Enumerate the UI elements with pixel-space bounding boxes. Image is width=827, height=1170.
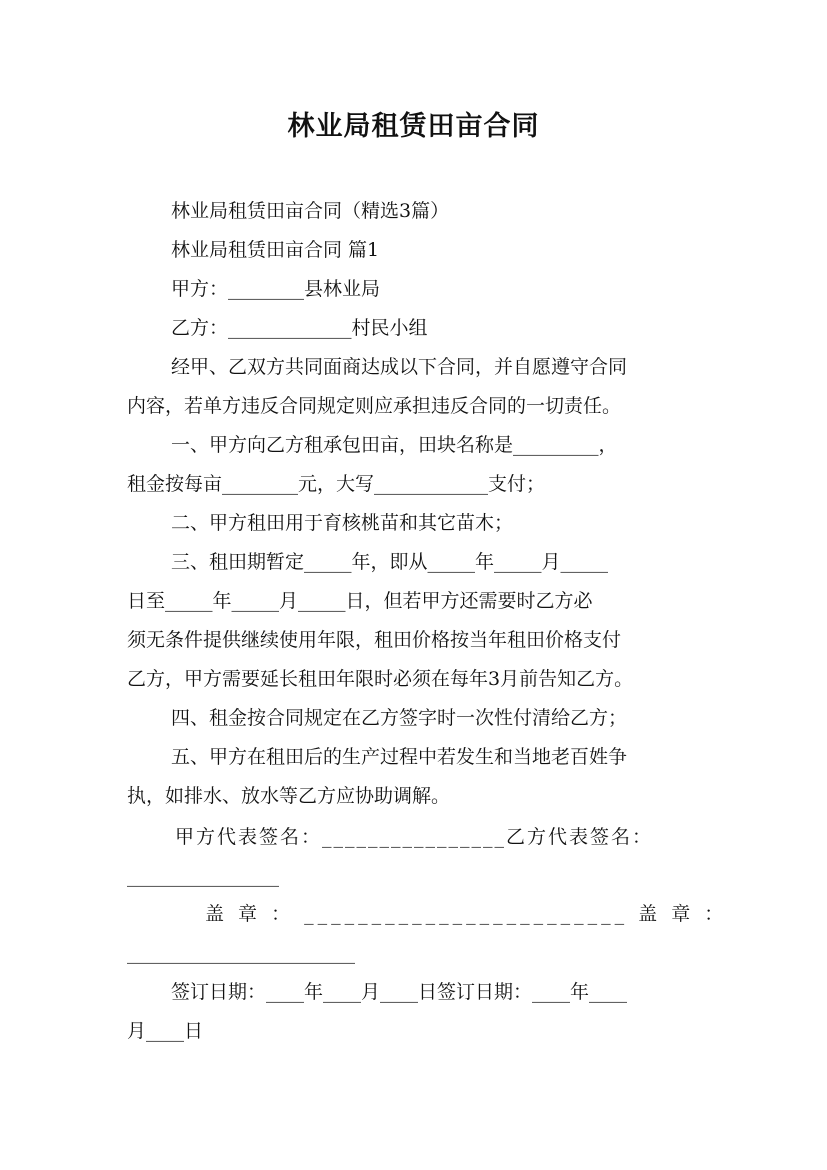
clause-line: 执，如排水、放水等乙方应协助调解。 <box>127 785 451 807</box>
paragraph-line: 内容，若单方违反合同规定则应承担违反合同的一切责任。 <box>127 395 622 417</box>
date-line-end: 月____日 <box>127 1020 204 1042</box>
subtitle-line: 林业局租赁田亩合同（精选3篇） <box>171 200 450 222</box>
seal-blank: ________________________ <box>127 942 355 964</box>
clause-line: 四、租金按合同规定在乙方签字时一次性付清给乙方； <box>171 707 628 729</box>
clause-line: 一、甲方向乙方租承包田亩，田块名称是_________， <box>171 434 618 456</box>
document-title: 林业局租赁田亩合同 <box>287 111 540 142</box>
seal-line: 盖 章 ： ________________________ 盖 章 ： <box>205 903 728 925</box>
party-b-line: 乙方：_____________村民小组 <box>171 317 428 339</box>
date-line: 签订日期：____年____月____日签订日期：____年____ <box>171 981 628 1003</box>
clause-line: 二、甲方租田用于育核桃苗和其它苗木； <box>171 512 514 534</box>
clause-line: 乙方，甲方需要延长租田年限时必须在每年3月前告知乙方。 <box>127 668 634 690</box>
signature-line: 甲方代表签名：________________乙方代表签名： <box>175 826 654 848</box>
paragraph-line: 经甲、乙双方共同面商达成以下合同，并自愿遵守合同 <box>171 356 628 378</box>
signature-blank: ________________ <box>127 865 279 887</box>
clause-line: 三、租田期暂定_____年，即从_____年_____月_____ <box>171 551 609 573</box>
party-a-line: 甲方：________县林业局 <box>171 278 381 300</box>
clause-line: 五、甲方在租田后的生产过程中若发生和当地老百姓争 <box>171 746 628 768</box>
clause-line: 须无条件提供继续使用年限，租田价格按当年租田价格支付 <box>127 629 622 651</box>
section-heading: 林业局租赁田亩合同 篇1 <box>171 239 380 261</box>
clause-line: 租金按每亩________元，大写____________支付； <box>127 473 546 495</box>
clause-line: 日至_____年_____月_____日，但若甲方还需要时乙方必 <box>127 590 593 612</box>
